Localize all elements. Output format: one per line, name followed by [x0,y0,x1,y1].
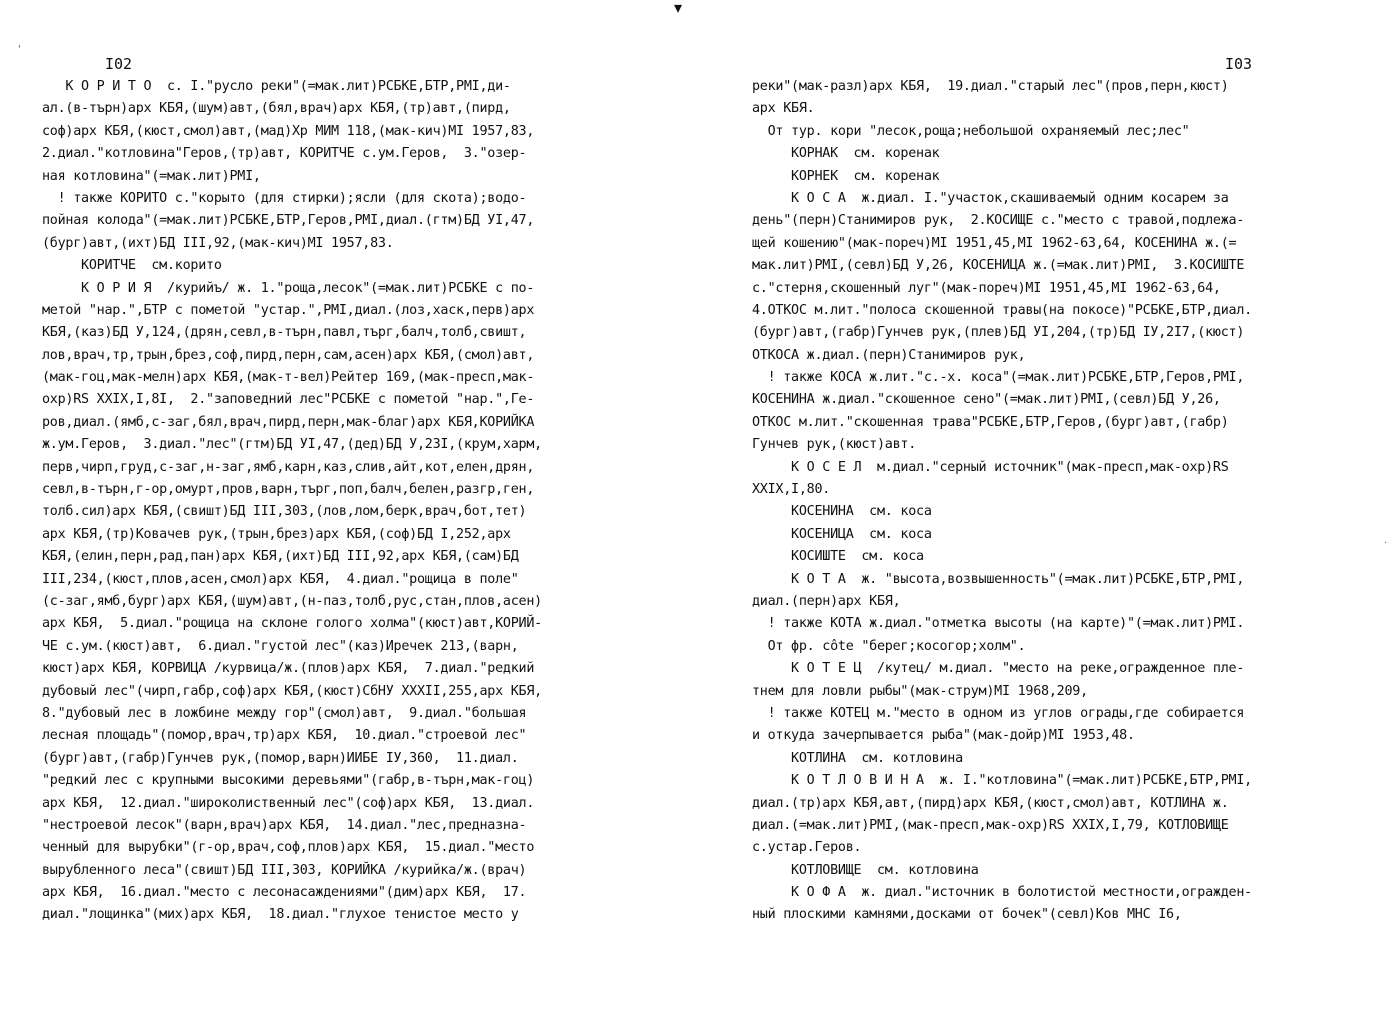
right-page [700,0,1400,1025]
text-line: ный плоскими камнями,досками от бочек"(севл)Ков МНС I6, [752,907,1182,923]
text-line: ал.(в-търн)арх КБЯ,(шум)авт,(бял,врач)арх КБЯ,(тр)авт,(пирд, [42,101,511,117]
text-line: диал."лощинка"(мих)арх КБЯ, 18.диал."глухое тенистое место у [42,907,519,923]
text-line: пойная колода"(=мак.лит)РСБКЕ,БТР,Геров,PMI,диал.(гтм)БД УI,47, [42,213,535,229]
dictionary-text [42,76,632,927]
text-line: (с-заг,ямб,бург)арх КБЯ,(шум)авт,(н-паз,толб,рус,стан,плов,асен) [42,593,542,609]
text-line: К О Т Е Ц /кутец/ м.диал. "место на реке,огражденное пле- [752,661,1245,677]
text-line: арх КБЯ, 5.диал."рощица на склоне голого холма"(кюст)авт,КОРИЙ- [42,616,542,632]
text-line: арх КБЯ. [752,101,815,117]
text-line: К О Т А ж. "высота,возвышенность"(=мак.лит)РСБКЕ,БТР,PMI, [752,571,1245,587]
text-line: КОТЛОВИЩЕ см. котловина [752,862,979,878]
text-line: К О Р И Я /курийъ/ ж. 1."роща,лесок"(=мак.лит)РСБКЕ с по- [42,280,535,296]
text-line: толб.сил)арх КБЯ,(свишт)БД III,303,(лов,лом,берк,врач,бот,тет) [42,504,527,520]
text-line: КБЯ,(каз)БД У,124,(дрян,севл,в-търн,павл,търг,балч,толб,свишт, [42,325,527,341]
text-line: с."стерня,скошенный луг"(мак-пореч)MI 1951,45,MI 1962-63,64, [752,280,1221,296]
text-line: охр)RS XXIX,I,8I, 2."заповедний лес"РСБКЕ с пометой "нар.",Ге- [42,392,535,408]
text-line: метой "нар.",БТР с пометой "устар.",PMI,диал.(лоз,хаск,перв)арх [42,302,535,318]
text-line: ров,диал.(ямб,с-заг,бял,врач,пирд,перн,мак-благ)арх КБЯ,КОРИЙКА [42,414,535,430]
text-line: севл,в-търн,г-ор,омурт,пров,варн,търг,поп,балч,белен,разгр,ген, [42,482,535,498]
text-line: III,234,(кюст,плов,асен,смол)арх КБЯ, 4.диал."рощица в поле" [42,571,519,587]
text-line: соф)арх КБЯ,(кюст,смол)авт,(мад)Хр МИМ 118,(мак-кич)MI 1957,83, [42,123,535,139]
text-line: КОРИТЧЕ см.корито [42,258,222,274]
text-line: КОСЕНИНА см. коса [752,504,932,520]
text-line: КБЯ,(елин,перн,рад,пан)арх КБЯ,(ихт)БД III,92,арх КБЯ,(сам)БД [42,549,519,565]
text-line: К О С А ж.диал. I."участок,скашиваемый одним косарем за [752,190,1229,206]
text-line: 2.диал."котловина"Геров,(тр)авт, КОРИТЧЕ с.ум.Геров, 3."озер- [42,146,527,162]
text-line: ЧЕ с.ум.(кюст)авт, 6.диал."густой лес"(каз)Иречек 213,(варн, [42,638,519,654]
text-line: перв,чирп,груд,с-заг,н-заг,ямб,карн,каз,слив,айт,кот,елен,дрян, [42,459,535,475]
text-line: ная котловина"(=мак.лит)PMI, [42,168,261,184]
text-line: день"(перн)Станимиров рук, 2.КОСИЩЕ с."место с травой,подлежа- [752,213,1245,229]
text-line: и откуда зачерпывается рыба"(мак-дойр)MI 1953,48. [752,728,1135,744]
text-line: вырубленного леса"(свишт)БД III,303, КОРИЙКА /курийка/ж.(врач) [42,862,527,878]
page-number: I02 [105,55,133,73]
text-line: КОРНЕК см. коренак [752,168,940,184]
scan-speck-right: · [1384,538,1388,549]
text-line: От фр. côte "берег;косогор;холм". [752,638,1026,654]
text-line: диал.(перн)арх КБЯ, [752,593,901,609]
text-line: щей кошению"(мак-пореч)MI 1951,45,MI 1962-63,64, КОСЕНИНА ж.(= [752,235,1237,251]
dictionary-text [752,76,1362,927]
text-line: КОТЛИНА см. котловина [752,750,963,766]
text-line: От тур. кори "лесок,роща;небольшой охраняемый лес;лес" [752,123,1190,139]
text-line: арх КБЯ, 16.диал."место с лесонасаждениями"(дим)арх КБЯ, 17. [42,885,527,901]
text-line: КОСЕНИЦА см. коса [752,526,932,542]
text-line: лесная площадь"(помор,врач,тр)арх КБЯ, 10.диал."строевой лес" [42,728,527,744]
text-line: "нестроевой лесок"(варн,врач)арх КБЯ, 14.диал."лес,предназна- [42,817,527,833]
text-line: дубовый лес"(чирп,габр,соф)арх КБЯ,(кюст)СбНУ XXXII,255,арх КБЯ, [42,683,542,699]
text-line: КОСЕНИНА ж.диал."скошенное сено"(=мак.лит)PMI,(севл)БД У,26, [752,392,1221,408]
text-line: ! также КОСА ж.лит."с.-х. коса"(=мак.лит)РСБКЕ,БТР,Геров,PMI, [752,370,1245,386]
text-line: (бург)авт,(габр)Гунчев рук,(плев)БД УI,204,(тр)БД IУ,2I7,(кюст) [752,325,1245,341]
text-line: ! также КОТЕЦ м."место в одном из углов ограды,где собирается [752,705,1245,721]
text-line: КОСИШТЕ см. коса [752,549,924,565]
text-line: лов,врач,тр,трын,брез,соф,пирд,перн,сам,асен)арх КБЯ,(смол)авт, [42,347,535,363]
text-line: Гунчев рук,(кюст)авт. [752,437,917,453]
text-line: ОТКОС м.лит."скошенная трава"РСБКЕ,БТР,Геров,(бург)авт,(габр) [752,414,1229,430]
text-line: ! также КОРИТО с."корыто (для стирки);ясли (для скота);водо- [42,190,527,206]
page-number: I03 [1225,55,1253,73]
text-line: КОРНАК см. коренак [752,146,940,162]
text-line: XXIX,I,80. [752,482,831,498]
text-line: К О С Е Л м.диал."серный источник"(мак-пресп,мак-охр)RS [752,459,1229,475]
text-line: ОТКОСА ж.диал.(перн)Станимиров рук, [752,347,1026,363]
text-line: К О Ф А ж. диал."источник в болотистой местности,огражден- [752,885,1252,901]
text-line: К О Р И Т О с. I."русло реки"(=мак.лит)РСБКЕ,БТР,PMI,ди- [42,79,511,94]
text-line: ! также КОТА ж.диал."отметка высоты (на карте)"(=мак.лит)PMI. [752,616,1245,632]
text-line: арх КБЯ, 12.диал."широколиственный лес"(соф)арх КБЯ, 13.диал. [42,795,535,811]
scan-speck-left: ' [18,44,21,55]
text-line: ж.ум.Геров, 3.диал."лес"(гтм)БД УI,47,(дед)БД У,23I,(крум,харм, [42,437,542,453]
text-line: диал.(тр)арх КБЯ,авт,(пирд)арх КБЯ,(кюст,смол)авт, КОТЛИНА ж. [752,795,1229,811]
text-line: "редкий лес с крупными высокими деревьями"(габр,в-търн,мак-гоц) [42,773,535,789]
text-line: с.устар.Геров. [752,840,862,856]
text-line: реки"(мак-разл)арх КБЯ, 19.диал."старый лес"(пров,перн,кюст) [752,79,1229,94]
text-line: кюст)арх КБЯ, КОРВИЦА /курвица/ж.(плов)арх КБЯ, 7.диал."редкий [42,661,535,677]
text-line: (бург)авт,(габр)Гунчев рук,(помор,варн)ИИБЕ IУ,360, 11.диал. [42,750,519,766]
text-line: (мак-гоц,мак-мелн)арх КБЯ,(мак-т-вел)Рейтер 169,(мак-пресп,мак- [42,370,535,386]
text-line: мак.лит)PMI,(севл)БД У,26, КОСЕНИЦА ж.(=мак.лит)PMI, 3.КОСИШТЕ [752,258,1245,274]
text-line: ченный для вырубки"(г-ор,врач,соф,плов)арх КБЯ, 15.диал."место [42,840,535,856]
text-line: тнем для ловли рыбы"(мак-струм)MI 1968,209, [752,683,1088,699]
text-line: (бург)авт,(ихт)БД III,92,(мак-кич)MI 1957,83. [42,235,394,251]
text-line: диал.(=мак.лит)PMI,(мак-пресп,мак-охр)RS XXIX,I,79, КОТЛОВИЩЕ [752,817,1229,833]
text-line: 8."дубовый лес в ложбине между гор"(смол)авт, 9.диал."большая [42,705,527,721]
text-line: арх КБЯ,(тр)Ковачев рук,(трын,брез)арх КБЯ,(соф)БД I,252,арх [42,526,511,542]
page-fold-mark: ▾ [674,0,683,17]
text-line: К О Т Л О В И Н А ж. I."котловина"(=мак.лит)РСБКЕ,БТР,PMI, [752,773,1252,789]
text-line: 4.ОТКОС м.лит."полоса скошенной травы(на покосе)"РСБКЕ,БТР,диал. [752,302,1252,318]
